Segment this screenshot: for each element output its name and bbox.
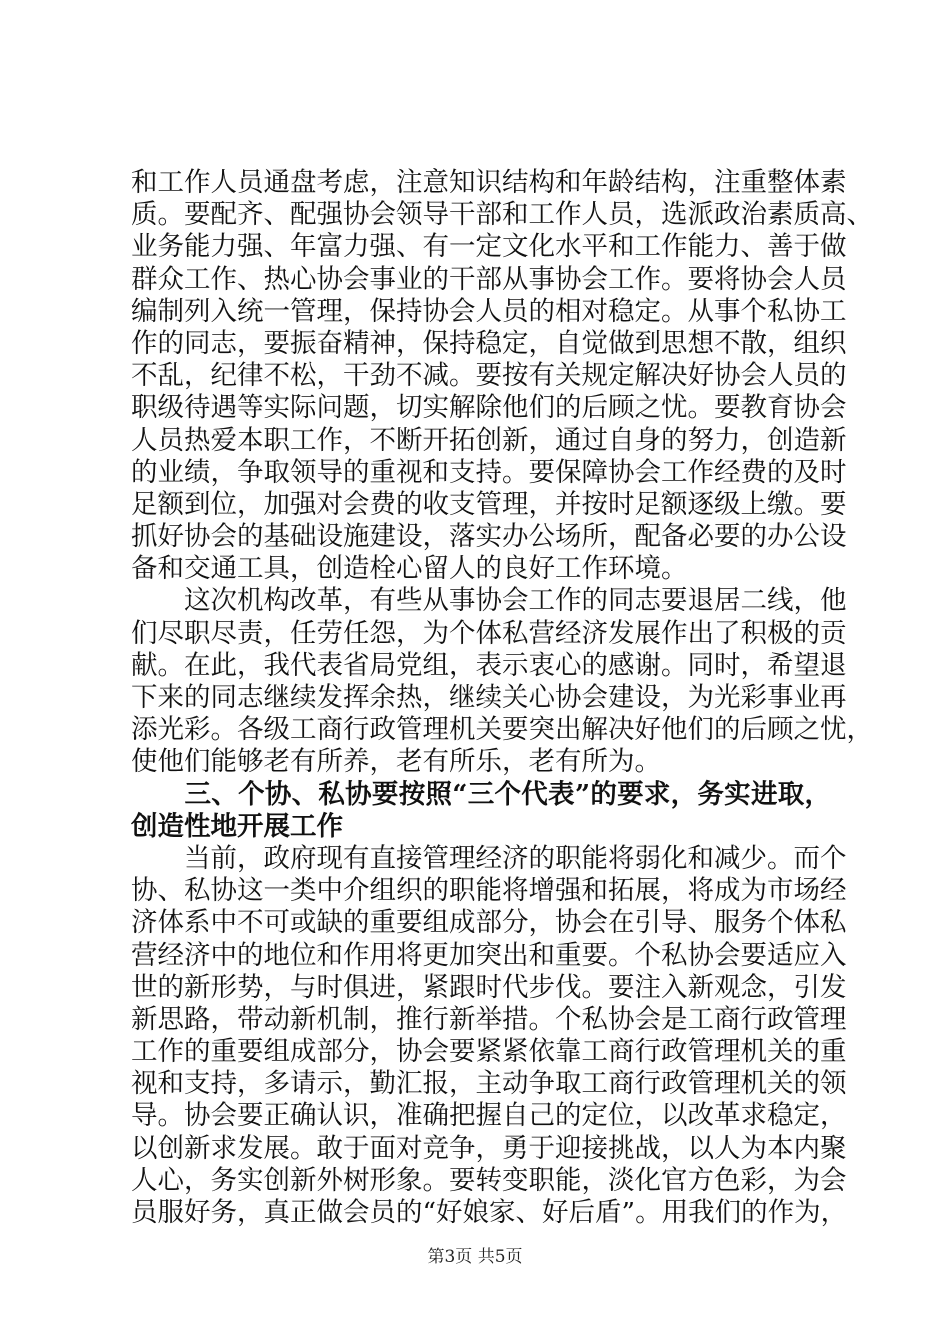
text-line: 业务能力强、年富力强、有一定文化水平和工作能力、善于做 xyxy=(131,231,847,263)
paragraph-staffing xyxy=(131,167,873,585)
text-line: 员服好务，真正做会员的“好娘家、好后盾”。用我们的作为， xyxy=(131,1197,848,1228)
text-line: 作的同志，要振奋精神，保持稳定，自觉做到思想不散，组织 xyxy=(131,327,847,359)
text-line: 们尽职尽责，任劳任怨，为个体私营经济发展作出了积极的贡 xyxy=(131,617,847,649)
text-line: 以创新求发展。敢于面对竞争，勇于迎接挑战，以人为本内聚 xyxy=(131,1132,847,1164)
text-line: 添光彩。各级工商行政管理机关要突出解决好他们的后顾之忧， xyxy=(131,714,873,746)
text-line: 下来的同志继续发挥余热，继续关心协会建设，为光彩事业再 xyxy=(131,682,847,713)
text-line: 济体系中不可或缺的重要组成部分，协会在引导、服务个体私 xyxy=(131,907,847,939)
text-line: 群众工作、热心协会事业的干部从事协会工作。要将协会人员 xyxy=(131,263,847,295)
text-line: 献。在此，我代表省局党组，表示衷心的感谢。同时，希望退 xyxy=(131,649,847,681)
text-line: 抓好协会的基础设施建设，落实办公场所，配备必要的办公设 xyxy=(131,521,847,553)
text-line: 使他们能够老有所养，老有所乐，老有所为。 xyxy=(131,746,661,778)
text-line: 不乱，纪律不松，干劲不减。要按有关规定解决好协会人员的 xyxy=(131,360,847,392)
section-heading xyxy=(131,779,831,843)
text-line: 备和交通工具，创造栓心留人的良好工作环境。 xyxy=(131,553,688,585)
text-line: 协、私协这一类中介组织的职能将增强和拓展，将成为市场经 xyxy=(131,875,847,907)
text-line: 世的新形势，与时俱进，紧跟时代步伐。要注入新观念，引发 xyxy=(131,971,847,1003)
heading-line: 三、个协、私协要按照“三个代表”的要求，务实进取， xyxy=(131,778,831,810)
paragraph-current-situation xyxy=(131,842,848,1229)
text-line: 职级待遇等实际问题，切实解除他们的后顾之忧。要教育协会 xyxy=(131,392,847,424)
text-line: 人员热爱本职工作，不断开拓创新，通过自身的努力，创造新 xyxy=(131,424,847,456)
text-line: 工作的重要组成部分，协会要紧紧依靠工商行政管理机关的重 xyxy=(131,1036,847,1068)
heading-line: 创造性地开展工作 xyxy=(131,810,343,842)
text-line: 的业绩，争取领导的重视和支持。要保障协会工作经费的及时 xyxy=(131,456,847,488)
text-line: 编制列入统一管理，保持协会人员的相对稳定。从事个私协工 xyxy=(131,295,847,327)
text-line: 当前，政府现有直接管理经济的职能将弱化和减少。而个 xyxy=(131,842,847,874)
text-line: 人心，务实创新外树形象。要转变职能，淡化官方色彩，为会 xyxy=(131,1164,847,1196)
paragraph-retirement xyxy=(131,585,873,778)
text-line: 这次机构改革，有些从事协会工作的同志要退居二线，他 xyxy=(131,585,847,617)
text-line: 和工作人员通盘考虑，注意知识结构和年龄结构，注重整体素 xyxy=(131,167,847,198)
text-line: 足额到位，加强对会费的收支管理，并按时足额逐级上缴。要 xyxy=(131,488,847,520)
text-line: 导。协会要正确认识，准确把握自己的定位，以改革求稳定， xyxy=(131,1100,847,1132)
text-line: 新思路，带动新机制，推行新举措。个私协会是工商行政管理 xyxy=(131,1003,847,1035)
text-line: 营经济中的地位和作用将更加突出和重要。个私协会要适应入 xyxy=(131,939,847,971)
document-body xyxy=(131,167,873,1229)
text-line: 质。要配齐、配强协会领导干部和工作人员，选派政治素质高、 xyxy=(131,199,873,231)
text-line: 视和支持，多请示，勤汇报，主动争取工商行政管理机关的领 xyxy=(131,1068,847,1100)
page-footer: 第3页 共5页 xyxy=(427,1247,523,1267)
